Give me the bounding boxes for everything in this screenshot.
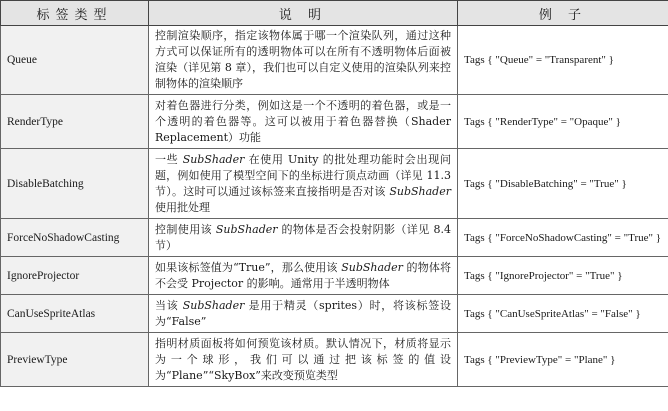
tag-description: 指明材质面板将如何预览该材质。默认情况下，材质将显示为一个球形，我们可以通过把该标签的值设为“Plane”“SkyBox”来改变预览类型 — [149, 333, 458, 387]
table-row — [1, 295, 668, 333]
tag-example: Tags { "RenderType" = "Opaque" } — [458, 95, 668, 149]
tag-description: 对着色器进行分类，例如这是一个不透明的着色器，或是一个透明的着色器等。这可以被用于着色器替换（Shader Replacement）功能 — [149, 95, 458, 149]
tag-name: PreviewType — [1, 333, 149, 387]
table-row — [1, 333, 668, 387]
subshader-term: SubShader — [182, 298, 245, 312]
subshader-term: SubShader — [182, 152, 245, 166]
tag-example: Tags { "PreviewType" = "Plane" } — [458, 333, 668, 387]
table-row — [1, 149, 668, 219]
table-row — [1, 219, 668, 257]
table-row — [1, 95, 668, 149]
header-description: 说 明 — [149, 1, 458, 26]
header-example: 例 子 — [458, 1, 668, 26]
header-row — [1, 1, 668, 26]
subshader-term: SubShader — [341, 260, 403, 274]
tag-description: 当该 SubShader 是用于精灵（sprites）时，将该标签设为“False” — [149, 295, 458, 333]
subshader-term: SubShader — [389, 184, 451, 198]
tag-example: Tags { "CanUseSpriteAtlas" = "False" } — [458, 295, 668, 333]
tag-description: 如果该标签值为“True”，那么使用该 SubShader 的物体将不会受 Projector 的影响。通常用于半透明物体 — [149, 257, 458, 295]
tag-example: Tags { "IgnoreProjector" = "True" } — [458, 257, 668, 295]
table-row — [1, 26, 668, 95]
tag-example: Tags { "Queue" = "Transparent" } — [458, 26, 668, 95]
tag-example: Tags { "ForceNoShadowCasting" = "True" } — [458, 219, 668, 257]
tag-name: Queue — [1, 26, 149, 95]
tag-name: CanUseSpriteAtlas — [1, 295, 149, 333]
tag-description: 一些 SubShader 在使用 Unity 的批处理功能时会出现问题，例如使用了模型空间下的坐标进行顶点动画（详见 11.3 节）。这时可以通过该标签来直接指明是否对该 SubShader 使用批处理 — [149, 149, 458, 219]
subshader-term: SubShader — [215, 222, 278, 236]
tag-name: DisableBatching — [1, 149, 149, 219]
tag-name: IgnoreProjector — [1, 257, 149, 295]
table-row — [1, 257, 668, 295]
tag-example: Tags { "DisableBatching" = "True" } — [458, 149, 668, 219]
tag-name: ForceNoShadowCasting — [1, 219, 149, 257]
tag-description: 控制使用该 SubShader 的物体是否会投射阴影（详见 8.4 节） — [149, 219, 458, 257]
tag-description: 控制渲染顺序，指定该物体属于哪一个渲染队列，通过这种方式可以保证所有的透明物体可以在所有不透明物体后面被渲染（详见第 8 章），我们也可以自定义使用的渲染队列来控制物体的渲染顺序 — [149, 26, 458, 95]
header-tag-type: 标签类型 — [1, 1, 149, 26]
tag-name: RenderType — [1, 95, 149, 149]
